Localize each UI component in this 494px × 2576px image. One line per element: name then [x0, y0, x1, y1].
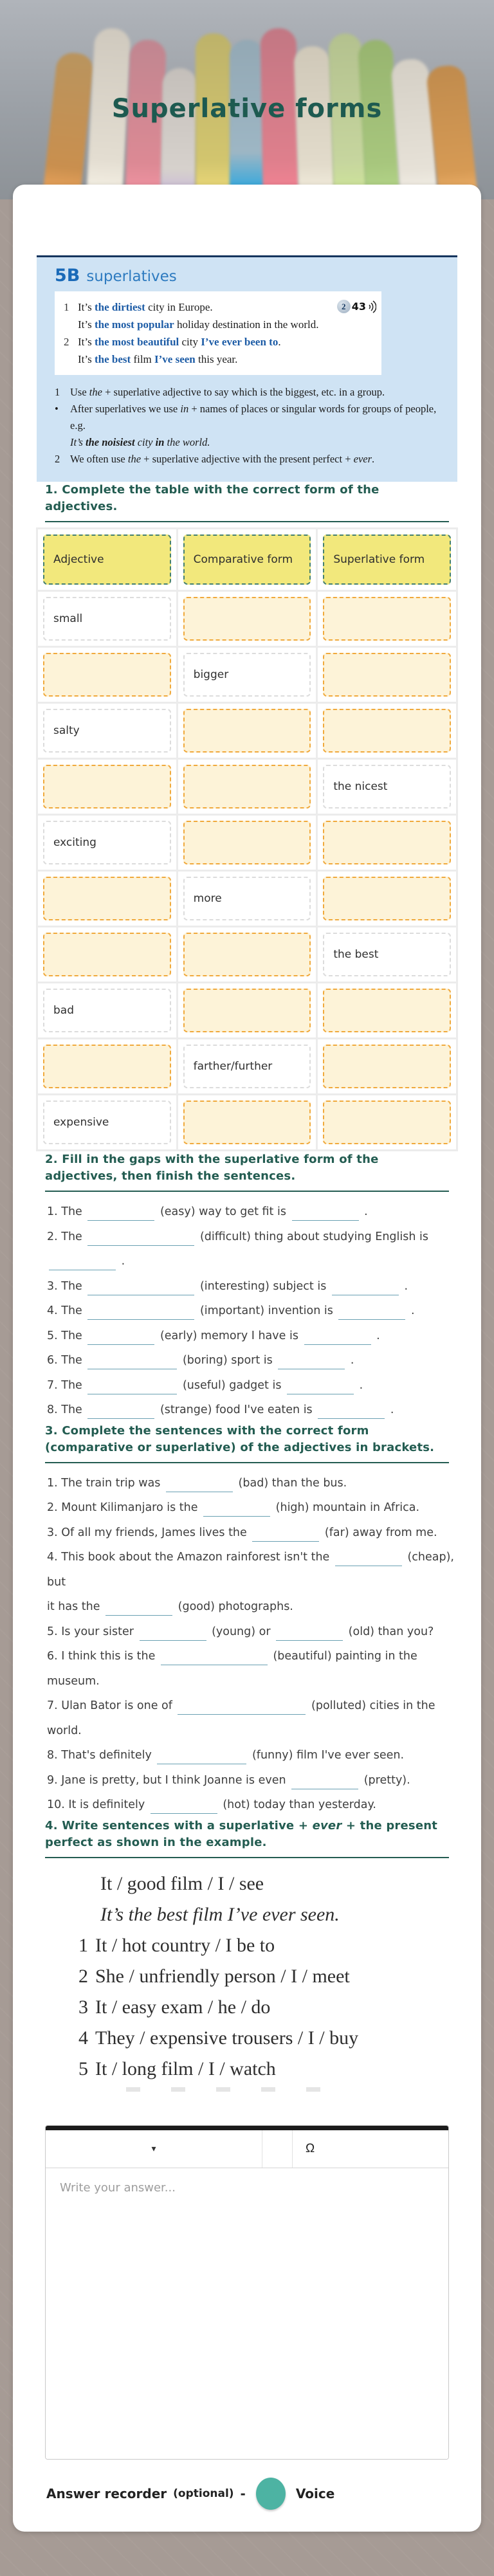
table-answer-box[interactable]	[323, 1101, 451, 1144]
text-segment: 1. The	[47, 1205, 86, 1218]
chalk-stick	[160, 68, 197, 199]
exercise-1	[36, 482, 458, 1151]
table-cell	[318, 927, 456, 982]
table-header-cell	[178, 529, 316, 590]
table-answer-box[interactable]	[323, 989, 451, 1032]
table-cell	[38, 872, 176, 926]
grammar-rule-line	[55, 384, 442, 401]
table-cell	[318, 983, 456, 1037]
text-segment: (useful) gadget is	[179, 1378, 286, 1392]
text-segment: (early) memory I have is	[156, 1329, 302, 1342]
text-segment: it has the	[47, 1600, 104, 1613]
voice-label: Voice	[295, 2485, 335, 2501]
sentence	[47, 1620, 458, 1645]
text-segment: (beautiful) painting in the museum.	[47, 1650, 417, 1688]
table-cell	[178, 1095, 316, 1149]
table-answer-box[interactable]	[183, 765, 311, 808]
exercise-2-heading: 2. Fill in the gaps with the superlative form of the adjectives, then finish the sentences.	[45, 1153, 379, 1183]
table-cell	[318, 872, 456, 926]
table-answer-box[interactable]	[183, 989, 311, 1032]
text-segment: 6. The	[47, 1354, 86, 1367]
answer-gap-input[interactable]	[157, 1747, 246, 1764]
text-segment: (pretty).	[360, 1773, 410, 1787]
grammar-rules	[37, 375, 457, 469]
table-cell	[318, 648, 456, 702]
answer-editor	[45, 2125, 449, 2460]
text-segment: (bad) than the bus.	[234, 1476, 347, 1490]
table-cell	[178, 872, 316, 926]
text-segment: 3. The	[47, 1279, 86, 1293]
prompt-text: She / unfriendly person / I / meet	[95, 1965, 350, 1987]
table-cell	[38, 1039, 176, 1093]
text-segment: 5. Is your sister	[47, 1625, 138, 1638]
writing-prompt	[78, 1992, 458, 2023]
table-given-word: more	[193, 892, 222, 905]
text-segment: (old) than you?	[345, 1625, 434, 1638]
table-cell	[38, 648, 176, 702]
example-text	[78, 298, 372, 316]
answer-gap-input[interactable]	[87, 1302, 194, 1320]
text-segment: (difficult) thing about studying English is	[196, 1230, 429, 1243]
prompt-text: They / expensive trousers / I / buy	[95, 2027, 359, 2049]
table-cell	[178, 592, 316, 646]
table-cell	[178, 816, 316, 870]
answer-gap-input[interactable]	[87, 1203, 154, 1221]
table-answer-box[interactable]	[183, 709, 311, 753]
answer-gap-input[interactable]	[161, 1648, 268, 1665]
prompt-number: 3	[78, 1996, 88, 2018]
answer-gap-input[interactable]	[203, 1499, 270, 1517]
worksheet-title: Superlative forms	[111, 94, 383, 123]
table-cell	[178, 983, 316, 1037]
text-segment: the noisiest	[86, 436, 135, 448]
sentence	[47, 1545, 458, 1620]
text-segment: the	[127, 453, 142, 465]
table-cell	[38, 983, 176, 1037]
table-answer-box[interactable]	[323, 821, 451, 864]
sentence	[47, 1768, 458, 1793]
divider	[45, 1462, 449, 1463]
answer-gap-input[interactable]	[304, 1328, 371, 1345]
answer-gap-input[interactable]	[49, 1253, 116, 1270]
table-cell	[318, 816, 456, 870]
table-answer-box[interactable]	[183, 821, 311, 864]
answer-gap-input[interactable]	[332, 1278, 399, 1295]
table-header-label: Comparative form	[193, 553, 293, 566]
table-given-word: salty	[53, 724, 80, 737]
text-segment: We often use	[70, 453, 128, 465]
writing-prompt	[78, 2023, 458, 2054]
table-header-box	[323, 534, 451, 585]
answer-gap-input[interactable]	[178, 1697, 306, 1715]
text-segment: in	[180, 403, 189, 415]
table-cell	[178, 760, 316, 814]
example-prompt: It / good film / I / see	[100, 1872, 264, 1894]
table-answer-box[interactable]	[43, 1045, 171, 1088]
sentence	[47, 1200, 458, 1225]
table-cell	[318, 1039, 456, 1093]
answer-gap-input[interactable]	[87, 1278, 194, 1295]
text-segment: (important) invention is	[196, 1304, 337, 1317]
table-given-box	[43, 989, 171, 1032]
recorder-dash: -	[240, 2485, 246, 2501]
scan-artifact	[126, 2087, 338, 2092]
table-given-word: small	[53, 612, 83, 625]
example-answer: It’s the best film I’ve ever seen.	[100, 1903, 340, 1925]
example-sentences-box	[55, 291, 381, 375]
text-segment: the dirtiest	[94, 301, 145, 313]
table-header-cell	[38, 529, 176, 590]
table-given-word: the nicest	[333, 780, 388, 793]
table-cell	[38, 592, 176, 646]
text-segment: .	[372, 453, 375, 465]
text-segment: 4. This book about the Amazon rainforest isn't the	[47, 1551, 333, 1564]
table-answer-box[interactable]	[323, 1045, 451, 1088]
exercise-2-sentences	[47, 1200, 458, 1423]
text-segment: I’ve seen	[154, 353, 196, 365]
text-segment: ever	[312, 1818, 342, 1832]
text-segment: the most popular	[94, 318, 174, 331]
answer-gap-input[interactable]	[335, 1549, 402, 1566]
table-given-word: the best	[333, 948, 379, 961]
text-segment: (cheap), but	[47, 1551, 454, 1589]
table-answer-box[interactable]	[43, 765, 171, 808]
audio-track-number: 43	[351, 300, 366, 313]
sentence	[47, 1299, 458, 1324]
sentence	[47, 1324, 458, 1349]
table-header-label: Adjective	[53, 553, 104, 566]
text-segment: (good) photographs.	[174, 1600, 293, 1613]
writing-prompt-list	[36, 1930, 458, 2085]
answer-gap-input[interactable]	[87, 1229, 194, 1246]
sentence	[47, 1225, 458, 1274]
text-segment: Use	[70, 386, 89, 398]
text-segment: 2. Mount Kilimanjaro is the	[47, 1501, 202, 1514]
text-segment: 8. That's definitely	[47, 1749, 156, 1762]
exercise-4	[36, 1818, 458, 2092]
divider	[45, 1191, 449, 1192]
table-answer-box[interactable]	[323, 653, 451, 697]
table-given-box	[323, 765, 451, 808]
table-answer-box[interactable]	[323, 709, 451, 753]
text-segment: .	[347, 1354, 354, 1367]
text-segment: .	[360, 1205, 368, 1218]
sentence	[47, 1348, 458, 1373]
prompt-number: 4	[78, 2027, 88, 2049]
table-cell	[318, 1095, 456, 1149]
text-segment: (interesting) subject is	[196, 1279, 330, 1293]
table-header-box	[183, 534, 311, 585]
text-segment: 4. The	[47, 1304, 86, 1317]
text-segment: the present perfect as shown in the example.	[45, 1818, 438, 1849]
text-segment: (hot) today than yesterday.	[219, 1798, 376, 1811]
divider	[45, 1857, 449, 1858]
rule-text	[70, 384, 442, 401]
text-segment: 4. Write sentences with a superlative	[45, 1818, 298, 1832]
text-segment: the best	[94, 353, 131, 365]
text-segment: .	[356, 1378, 363, 1392]
table-given-word: bigger	[193, 668, 229, 681]
example-text	[78, 333, 372, 351]
rule-text	[70, 434, 442, 451]
table-answer-box[interactable]	[183, 1101, 311, 1144]
table-answer-box[interactable]	[183, 933, 311, 976]
text-segment: (young) or	[208, 1625, 275, 1638]
table-given-box	[183, 1045, 311, 1088]
text-segment: 7. The	[47, 1378, 86, 1392]
sentence	[47, 1373, 458, 1398]
table-header-box	[43, 534, 171, 585]
example-number: 2	[64, 336, 69, 348]
worksheet-card	[13, 185, 481, 2532]
text-segment: ever	[353, 453, 372, 465]
table-given-box	[43, 709, 171, 753]
text-segment: holiday destination in the world.	[174, 318, 319, 331]
table-cell	[318, 704, 456, 758]
exercise-3-sentences	[47, 1471, 458, 1818]
table-header-cell	[318, 529, 456, 590]
table-given-box	[43, 1101, 171, 1144]
chevron-down-icon: ▾	[151, 2143, 156, 2153]
text-segment: 3. Of all my friends, James lives the	[47, 1526, 251, 1539]
table-given-box	[323, 933, 451, 976]
sentence	[47, 1274, 458, 1299]
unit-code: 5B	[55, 266, 80, 286]
exercise-4-heading	[45, 1818, 449, 1851]
answer-gap-input[interactable]	[291, 1772, 358, 1789]
text-segment: .	[407, 1304, 415, 1317]
text-segment: It’s	[78, 353, 95, 365]
table-cell	[318, 592, 456, 646]
rule-marker: 1	[55, 386, 60, 398]
table-answer-box[interactable]	[323, 877, 451, 920]
editor-toolbar	[46, 2130, 448, 2168]
audio-track-badge	[337, 298, 376, 315]
textbook-example-line	[64, 351, 372, 368]
recorder-optional-label: (optional)	[173, 2487, 234, 2500]
rule-marker: •	[55, 403, 59, 415]
editor-top-bar	[46, 2126, 448, 2130]
prompt-text: It / hot country / I be to	[95, 1934, 275, 1956]
text-segment: 9. Jane is pretty, but I think Joanne is even	[47, 1773, 290, 1787]
answer-recorder-row	[46, 2478, 458, 2510]
example-text	[78, 316, 372, 333]
prompt-number: 1	[78, 1934, 88, 1956]
grammar-box-heading	[37, 257, 457, 291]
text-segment: 10. It is definitely	[47, 1798, 149, 1811]
prompt-number: 2	[78, 1965, 88, 1987]
sentence	[47, 1694, 458, 1743]
table-given-word: expensive	[53, 1116, 109, 1129]
table-given-box	[43, 821, 171, 864]
text-segment: (far) away from me.	[321, 1526, 437, 1539]
table-cell	[38, 816, 176, 870]
text-segment: It’s	[78, 301, 95, 313]
text-segment: the most beautiful	[94, 336, 179, 348]
table-cell	[178, 704, 316, 758]
audio-waves-icon	[368, 300, 376, 314]
answer-gap-input[interactable]	[105, 1598, 172, 1616]
table-cell	[38, 760, 176, 814]
rule-marker: 2	[55, 453, 60, 465]
table-cell	[38, 927, 176, 982]
recorder-label: Answer recorder	[46, 2485, 167, 2501]
text-segment: in	[155, 436, 165, 448]
sentence	[47, 1793, 458, 1818]
text-segment: .	[400, 1279, 408, 1293]
text-segment: (strange) food I've eaten is	[156, 1403, 316, 1416]
table-cell	[178, 927, 316, 982]
rule-text	[70, 451, 442, 468]
prompt-text: It / easy exam / he / do	[95, 1996, 271, 2018]
text-segment: .	[278, 336, 281, 348]
text-segment: It’s	[78, 336, 95, 348]
textbook-example-line	[64, 316, 372, 333]
divider	[45, 521, 449, 522]
exercise-1-heading: 1. Complete the table with the correct form of the adjectives.	[45, 483, 380, 513]
table-answer-box[interactable]	[43, 877, 171, 920]
table-cell	[38, 1095, 176, 1149]
grammar-rule-line	[55, 451, 442, 468]
writing-prompts-block	[36, 1868, 458, 2092]
table-answer-box[interactable]	[183, 597, 311, 641]
example-text	[78, 351, 372, 368]
table-given-box	[43, 597, 171, 641]
text-segment: After superlatives we use	[70, 403, 181, 415]
format-dropdown[interactable]	[46, 2130, 262, 2168]
sentence	[47, 1644, 458, 1694]
text-segment: the world.	[164, 436, 210, 448]
exercise-2	[36, 1151, 458, 1423]
textbook-example-line	[64, 333, 372, 351]
sentence	[47, 1495, 458, 1521]
answer-gap-input[interactable]	[292, 1203, 359, 1221]
voice-record-button[interactable]	[256, 2478, 286, 2510]
exercise-3	[36, 1423, 458, 1818]
text-segment: + names of places or singular words for groups of people, e.g.	[70, 403, 437, 432]
table-cell	[178, 648, 316, 702]
audio-disc-icon: 2	[337, 300, 351, 313]
text-segment: It’s	[70, 436, 86, 448]
exercise-3-heading: 3. Complete the sentences with the correct form (comparative or superlative) of the adjectives in brackets.	[45, 1423, 435, 1454]
rule-marker	[55, 434, 70, 451]
answer-gap-input[interactable]	[318, 1402, 385, 1419]
adjective-table	[36, 527, 458, 1151]
table-given-box	[183, 877, 311, 920]
answer-gap-input[interactable]	[252, 1524, 319, 1542]
toolbar-slot	[262, 2130, 292, 2168]
rule-text	[70, 401, 442, 434]
text-segment: 1. The train trip was	[47, 1476, 164, 1490]
text-segment: I’ve ever been to	[201, 336, 279, 348]
writing-prompt	[78, 1930, 458, 1961]
answer-gap-input[interactable]	[87, 1377, 177, 1394]
textbook-grammar-box	[37, 255, 457, 482]
text-segment: 6. I think this is the	[47, 1650, 159, 1663]
example-number: 1	[64, 301, 69, 313]
sentence	[47, 1521, 458, 1546]
text-segment: 2. The	[47, 1230, 86, 1243]
answer-gap-input[interactable]	[87, 1402, 154, 1419]
text-segment: (polluted) cities in the world.	[47, 1699, 435, 1737]
answer-gap-input[interactable]	[338, 1302, 405, 1320]
prompt-number: 5	[78, 2058, 88, 2079]
text-segment: + superlative adjective to say which is the biggest, etc. in a group.	[102, 386, 385, 398]
example-sentences	[64, 298, 372, 368]
text-segment: (boring) sport is	[179, 1354, 277, 1367]
text-segment: 7. Ulan Bator is one of	[47, 1699, 176, 1712]
table-given-box	[183, 653, 311, 697]
table-cell	[318, 760, 456, 814]
text-segment: .	[387, 1403, 394, 1416]
unit-title: superlatives	[86, 268, 177, 285]
grammar-rule-line	[55, 434, 442, 451]
prompt-text: It / long film / I / watch	[95, 2058, 276, 2079]
grammar-rule-line	[55, 401, 442, 434]
table-header-label: Superlative form	[333, 553, 425, 566]
answer-gap-input[interactable]	[287, 1377, 354, 1394]
sentence	[47, 1743, 458, 1768]
writing-prompt	[78, 2054, 458, 2085]
answer-gap-input[interactable]	[166, 1475, 233, 1492]
writing-prompt	[78, 1961, 458, 1992]
text-segment: the	[89, 386, 102, 398]
answer-textarea[interactable]	[46, 2168, 448, 2459]
sentence	[47, 1471, 458, 1496]
text-segment: +	[298, 1818, 309, 1832]
text-segment: .	[372, 1329, 380, 1342]
table-given-word: farther/further	[193, 1060, 273, 1073]
text-segment: + superlative adjective with the present perfect +	[141, 453, 354, 465]
special-characters-button[interactable]	[293, 2130, 315, 2168]
example-number	[64, 316, 78, 333]
table-answer-box[interactable]	[43, 653, 171, 697]
answer-gap-input[interactable]	[278, 1352, 345, 1369]
table-answer-box[interactable]	[323, 597, 451, 641]
text-segment: this year.	[195, 353, 238, 365]
text-segment: (easy) way to get fit is	[156, 1205, 290, 1218]
answer-gap-input[interactable]	[276, 1623, 343, 1641]
text-segment: (funny) film I've ever seen.	[248, 1749, 405, 1762]
example-number	[64, 351, 78, 368]
table-given-word: bad	[53, 1004, 74, 1017]
omega-icon: Ω	[306, 2141, 315, 2155]
banner-image	[0, 0, 494, 199]
answer-gap-input[interactable]	[140, 1623, 206, 1641]
sentence	[47, 1398, 458, 1423]
table-given-word: exciting	[53, 836, 96, 849]
text-segment: film	[131, 353, 155, 365]
text-segment: city	[179, 336, 201, 348]
text-segment: It’s	[78, 318, 95, 331]
text-segment: city in Europe.	[145, 301, 213, 313]
answer-gap-input[interactable]	[87, 1352, 177, 1369]
text-segment: 8. The	[47, 1403, 86, 1416]
text-segment: +	[345, 1818, 356, 1832]
answer-gap-input[interactable]	[87, 1328, 154, 1345]
table-answer-box[interactable]	[43, 933, 171, 976]
textbook-example-line	[64, 298, 372, 316]
text-segment: .	[118, 1255, 125, 1268]
table-cell	[38, 704, 176, 758]
text-segment: (high) mountain in Africa.	[272, 1501, 420, 1514]
answer-gap-input[interactable]	[151, 1796, 217, 1814]
text-segment: 5. The	[47, 1329, 86, 1342]
text-segment: city	[134, 436, 156, 448]
table-cell	[178, 1039, 316, 1093]
